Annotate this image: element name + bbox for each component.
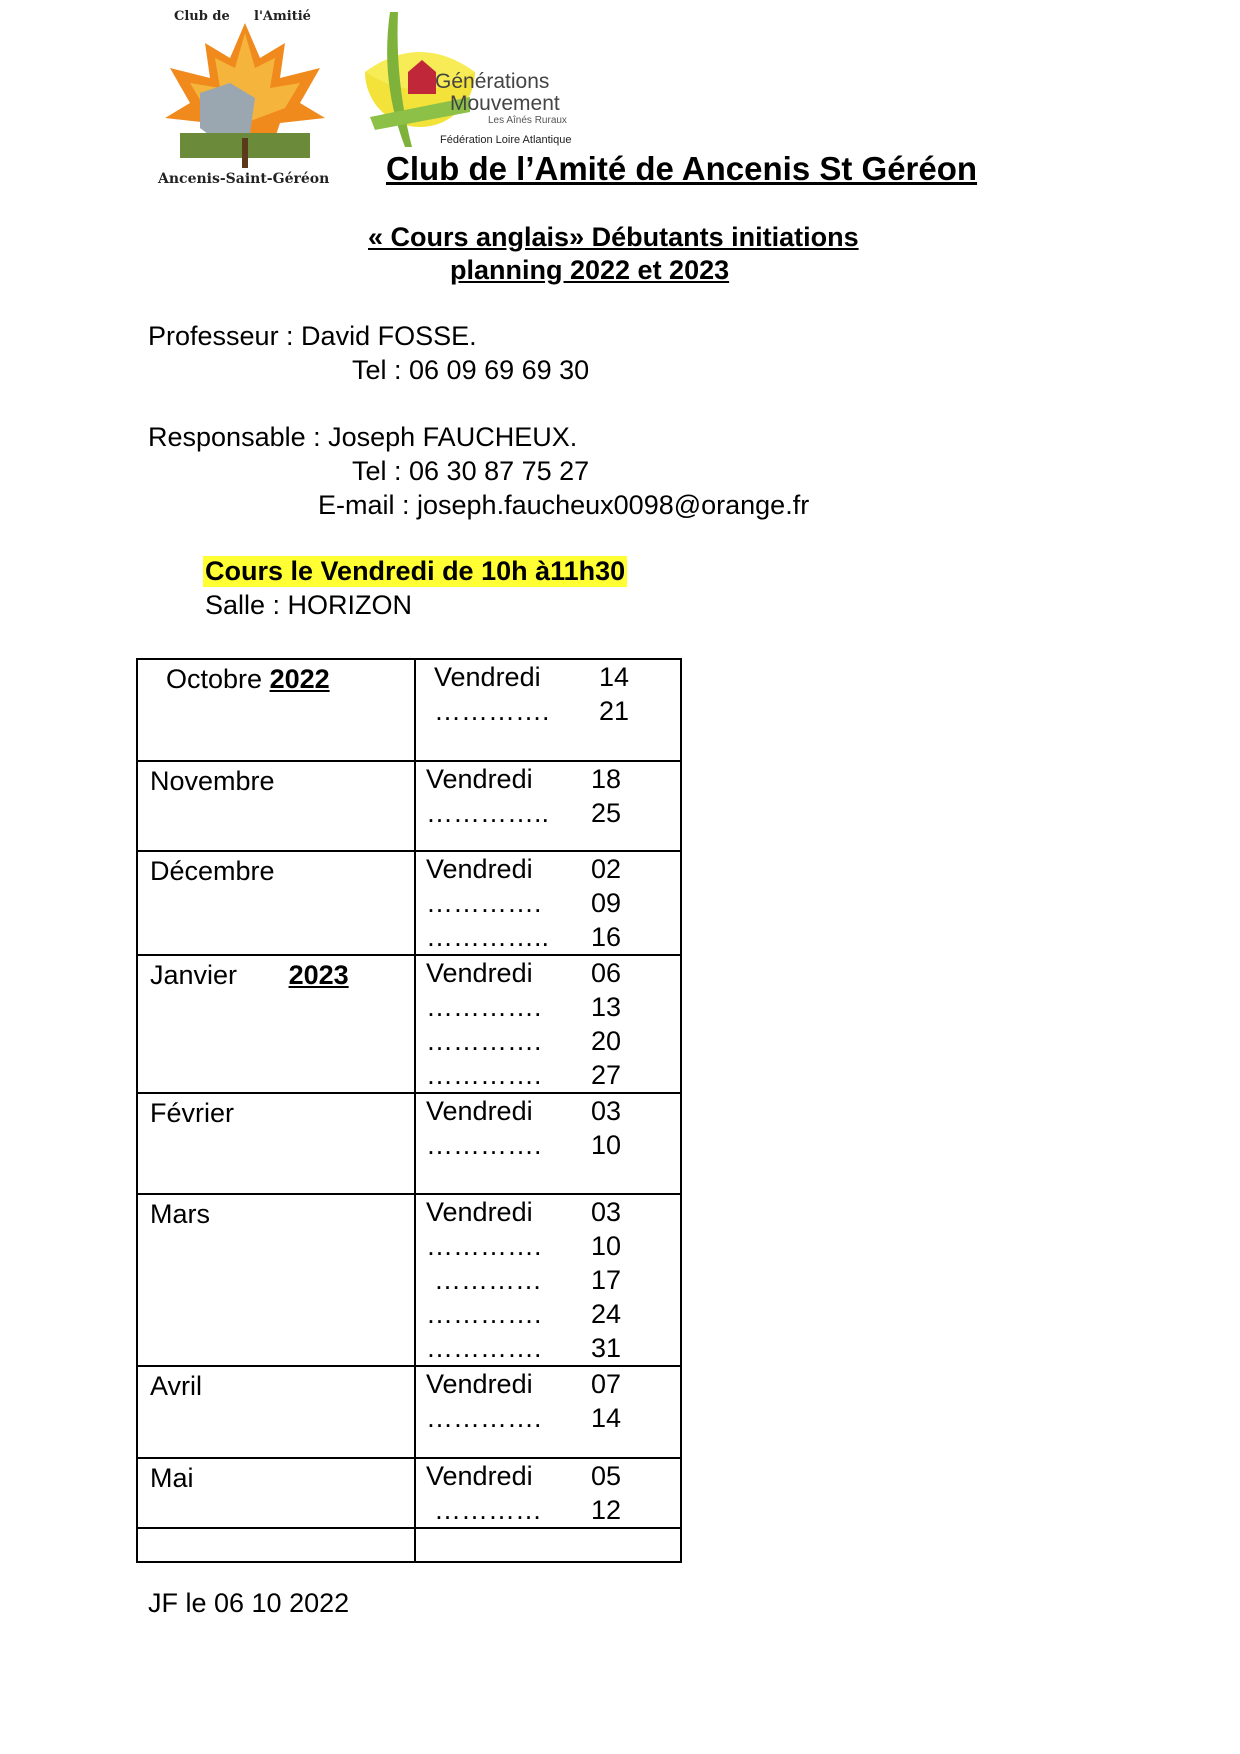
- table-row: [137, 955, 681, 1093]
- day-label: ………….: [426, 992, 542, 1022]
- day-number: 05: [591, 1461, 622, 1491]
- month-label: Janvier: [150, 960, 238, 990]
- days-cell: [415, 1093, 681, 1194]
- day-number: 09: [591, 888, 622, 918]
- responsable-email: E-mail : joseph.faucheux0098@orange.fr: [318, 490, 810, 520]
- day-label: ………….: [434, 696, 550, 726]
- day-label: ………….: [426, 1231, 542, 1261]
- table-row: [137, 761, 681, 851]
- day-number: 12: [591, 1495, 622, 1525]
- course-room: Salle : HORIZON: [205, 590, 413, 620]
- day-label: ………….: [426, 888, 542, 918]
- day-label: …………..: [426, 798, 550, 828]
- day-label: …………: [434, 1265, 542, 1295]
- month-cell: [137, 955, 415, 1093]
- month-label: Février: [150, 1098, 235, 1128]
- month-cell: [137, 761, 415, 851]
- days-cell: [415, 955, 681, 1093]
- day-number: 10: [591, 1231, 622, 1261]
- day-number: 24: [591, 1299, 622, 1329]
- days-cell: [415, 761, 681, 851]
- day-number: 14: [591, 1403, 622, 1433]
- professeur-name: Professeur : David FOSSE.: [148, 321, 477, 351]
- professeur-tel: Tel : 06 09 69 69 30: [352, 355, 590, 385]
- day-number: 16: [591, 922, 622, 952]
- table-row: [137, 851, 681, 955]
- course-schedule: Cours le Vendredi de 10h à11h30: [205, 556, 626, 586]
- days-cell: [415, 1458, 681, 1528]
- day-number: 03: [591, 1197, 622, 1227]
- month-label: Octobre: [166, 664, 263, 694]
- day-number: 31: [591, 1333, 622, 1363]
- gm-line2: Mouvement: [450, 92, 560, 115]
- responsable-tel: Tel : 06 30 87 75 27: [352, 456, 590, 486]
- footer-signature: JF le 06 10 2022: [148, 1588, 350, 1618]
- day-number: 27: [591, 1060, 622, 1090]
- table-row-empty: [137, 1528, 681, 1562]
- year-label: 2022: [269, 664, 330, 694]
- empty-cell: [415, 1528, 681, 1562]
- month-label: Novembre: [150, 766, 275, 796]
- maple-leaf-icon: [160, 23, 330, 173]
- month-cell: [137, 851, 415, 955]
- month-cell: [137, 659, 415, 761]
- day-label: Vendredi: [434, 662, 541, 692]
- day-number: 10: [591, 1130, 622, 1160]
- month-label: Mai: [150, 1463, 194, 1493]
- days-cell: [415, 659, 681, 761]
- day-label: Vendredi: [426, 764, 533, 794]
- day-label: ………….: [426, 1130, 542, 1160]
- day-number: 21: [599, 696, 630, 726]
- month-label: Avril: [150, 1371, 203, 1401]
- day-number: 14: [599, 662, 630, 692]
- day-label: …………..: [426, 922, 550, 952]
- month-cell: [137, 1458, 415, 1528]
- day-label: Vendredi: [426, 1197, 533, 1227]
- month-cell: [137, 1093, 415, 1194]
- day-label: Vendredi: [426, 1461, 533, 1491]
- month-label: Mars: [150, 1199, 210, 1229]
- day-label: ………….: [426, 1403, 542, 1433]
- day-label: Vendredi: [426, 958, 533, 988]
- day-number: 13: [591, 992, 622, 1022]
- gm-line3: Les Aînés Ruraux: [488, 115, 567, 126]
- generations-mouvement-logo: [360, 12, 580, 152]
- day-label: Vendredi: [426, 854, 533, 884]
- day-number: 03: [591, 1096, 622, 1126]
- day-number: 25: [591, 798, 622, 828]
- day-number: 17: [591, 1265, 622, 1295]
- gm-line1: Générations: [435, 70, 550, 93]
- club-logo: [150, 5, 340, 190]
- schedule-table: [136, 658, 682, 1563]
- table-row: [137, 1194, 681, 1366]
- day-label: Vendredi: [426, 1096, 533, 1126]
- day-number: 18: [591, 764, 622, 794]
- day-label: ………….: [426, 1333, 542, 1363]
- day-label: …………: [434, 1495, 542, 1525]
- month-cell: [137, 1194, 415, 1366]
- days-cell: [415, 1194, 681, 1366]
- day-number: 06: [591, 958, 622, 988]
- month-label: Décembre: [150, 856, 275, 886]
- empty-cell: [137, 1528, 415, 1562]
- table-row: [137, 1458, 681, 1528]
- days-cell: [415, 1366, 681, 1458]
- table-row: [137, 1366, 681, 1458]
- day-label: ………….: [426, 1060, 542, 1090]
- table-row: [137, 1093, 681, 1194]
- subtitle-line2: planning 2022 et 2023: [450, 255, 730, 285]
- responsable-name: Responsable : Joseph FAUCHEUX.: [148, 422, 578, 452]
- month-cell: [137, 1366, 415, 1458]
- days-cell: [415, 851, 681, 955]
- day-number: 07: [591, 1369, 622, 1399]
- gm-line4: Fédération Loire Atlantique: [440, 134, 572, 146]
- day-label: ………….: [426, 1026, 542, 1056]
- page-title: Club de l’Amité de Ancenis St Géréon: [386, 150, 978, 187]
- day-number: 02: [591, 854, 622, 884]
- table-row: [137, 659, 681, 761]
- subtitle-line1: « Cours anglais» Débutants initiations: [368, 222, 859, 252]
- day-number: 20: [591, 1026, 622, 1056]
- day-label: Vendredi: [426, 1369, 533, 1399]
- year-label: 2023: [288, 960, 349, 990]
- club-logo-bottom: Ancenis-Saint-Géréon: [158, 171, 330, 187]
- day-label: ………….: [426, 1299, 542, 1329]
- club-logo-top-left: Club de: [174, 9, 230, 24]
- club-logo-top-right: l'Amitié: [254, 9, 311, 24]
